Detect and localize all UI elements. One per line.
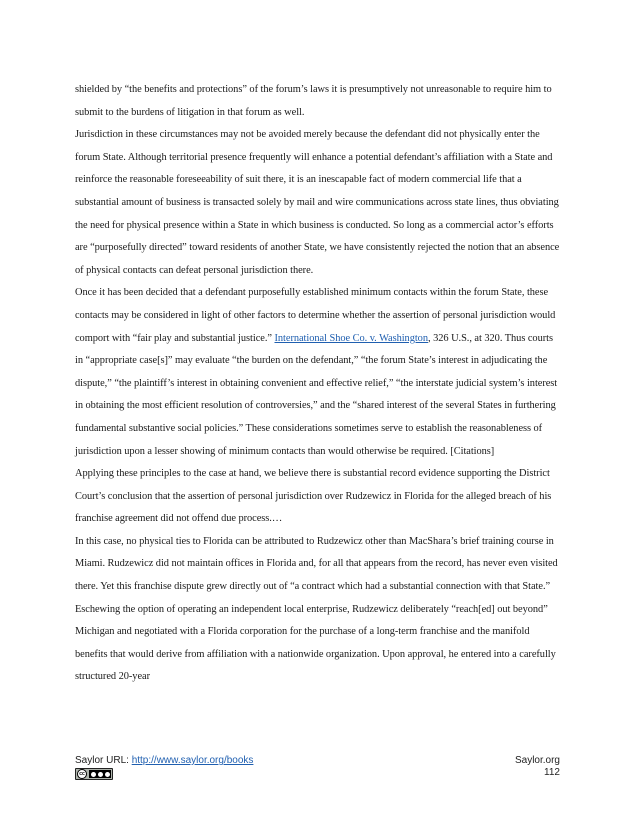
sa-icon [105,772,110,777]
page-footer [75,755,560,789]
paragraph-5: In this case, no physical ties to Florida can be attributed to Rudzewicz other than MacShara’s brief training course in Miami. Rudzewicz did not maintain offices in Florida and, for all that appears from the record, has never even visited there. Yet this franchise dispute grew directly out of “a contract which had a substantial connection with that State.” Eschewing the option of operating an independent local enterprise, Rudzewicz deliberately “reach[ed] out beyond” Michigan and negotiated with a Florida corporation for the purchase of a long-term franchise and the manifold benefits that would derive from affiliation with a nationwide organization. Upon approval, he entered into a carefully structured 20-year [75,535,558,683]
page-number: 112 [544,767,560,778]
footer-site: Saylor.org [514,755,560,766]
footer-url-label: Saylor URL: [75,755,132,766]
by-icon [91,772,96,777]
footer-source [75,755,253,766]
document-body [75,79,560,689]
international-shoe-link[interactable]: International Shoe Co. v. Washington [274,332,428,344]
paragraph-1: shielded by “the benefits and protections” of the forum’s laws it is presumptively not unreasonable to require him to submit to the burdens of litigation in that forum as well. [75,84,552,118]
license-terms-icon [89,770,111,778]
paragraph-4: Applying these principles to the case at hand, we believe there is substantial record evidence supporting the District Court’s conclusion that the assertion of personal jurisdiction over Rudzewicz in Florida for the alleged breach of his franchise agreement did not offend due process.… [75,468,552,525]
cc-logo-icon: cc [77,769,87,779]
paragraph-3 [75,282,560,463]
cc-by-nc-sa-icon[interactable] [75,768,113,780]
nc-icon [98,772,103,777]
saylor-books-link[interactable]: http://www.saylor.org/books [131,755,254,766]
paragraph-3-text-end: , 326 U.S., at 320. Thus courts in “appropriate case[s]” may evaluate “the burden on the defendant,” “the forum State’s interest in adjudicating the dispute,” “the plaintiff’s interest in obtaining convenient and effective relief,” “the interstate judicial system’s interest in obtaining the most efficient resolution of controversies,” and the “shared interest of the several States in furthering fundamental substantive social policies.” These considerations sometimes serve to establish the reasonableness of jurisdiction upon a lesser showing of minimum contacts than would otherwise be required. [Citations] [75,332,558,457]
footer-page-info [515,755,560,779]
paragraph-2: Jurisdiction in these circumstances may not be avoided merely because the defendant did not physically enter the forum State. Although territorial presence frequently will enhance a potential defendant’s affiliation with a State and reinforce the reasonable foreseeability of suit there, it is an inescapable fact of modern commercial life that a substantial amount of business is transacted solely by mail and wire communications across state lines, thus obviating the need for physical presence within a State in which business is conducted. So long as a commercial actor’s efforts are “purposefully directed” toward residents of another State, we have consistently rejected the notion that an absence of physical contacts can defeat personal jurisdiction there. [75,129,560,276]
paragraph-3-text-start: Once it has been decided that a defendant purposefully established minimum contacts within the forum State, these contacts may be considered in light of other factors to determine whether the assertion of personal jurisdiction would comport with “fair play and substantial justice.” [75,287,556,344]
